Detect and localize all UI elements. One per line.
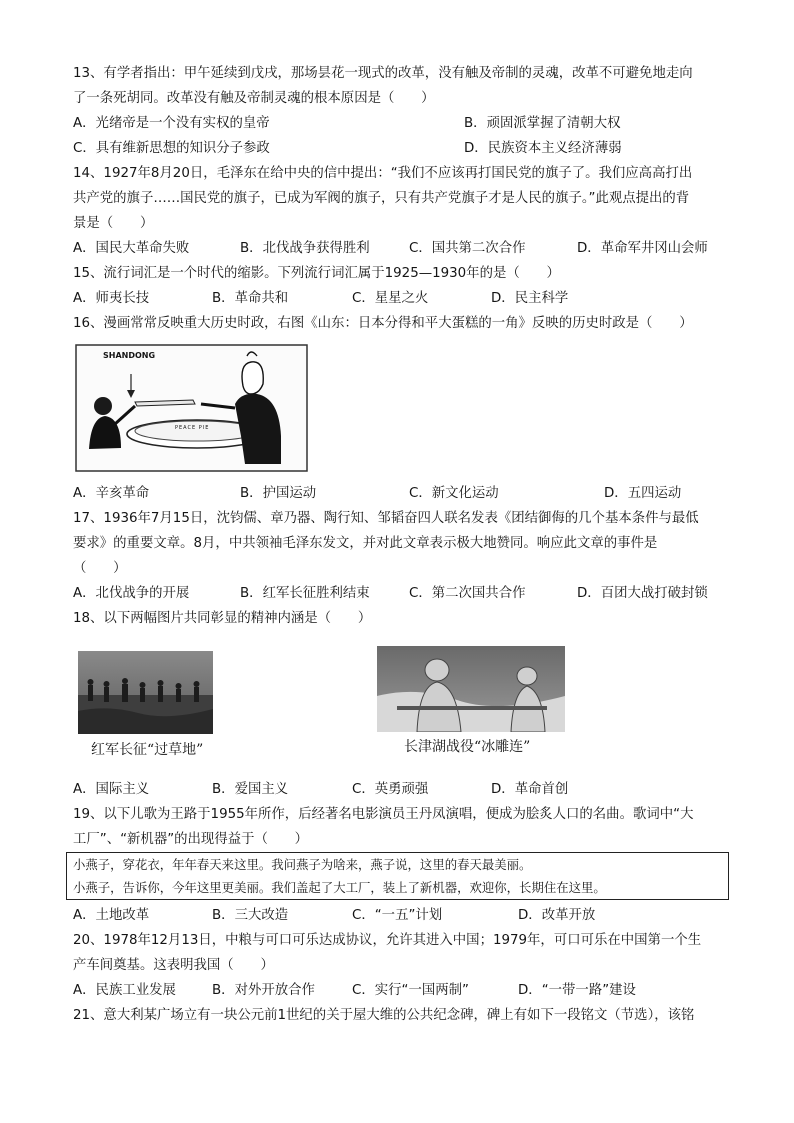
q20-option-c: C．实行“一国两制” bbox=[352, 983, 469, 998]
q14-stem-line-1: 14、1927年8月20日，毛泽东在给中央的信中提出：“我们不应该再打国民党的旗子了。我们应高高打出 bbox=[73, 166, 693, 181]
q19-option-d: D．改革开放 bbox=[518, 908, 596, 923]
q17-option-b: B．红军长征胜利结束 bbox=[240, 586, 370, 601]
q14-stem-line-3: 景是（ ） bbox=[73, 216, 154, 231]
q19-stem-line-2: 工厂”、“新机器”的出现得益于（ ） bbox=[73, 832, 309, 847]
q15-option-c: C．星星之火 bbox=[352, 291, 429, 306]
q13-option-d: D．民族资本主义经济薄弱 bbox=[464, 141, 622, 156]
q19-stem-line-1: 19、以下儿歌为王路于1955年所作，后经著名电影演员王丹凤演唱，便成为脍炙人口的名曲。歌词中“大 bbox=[73, 807, 694, 822]
caption-grassland-march: 红军长征“过草地” bbox=[91, 742, 204, 758]
q17-stem-line-3: （ ） bbox=[73, 561, 127, 576]
q20-option-d: D．“一带一路”建设 bbox=[518, 983, 636, 998]
q17-option-a: A．北伐战争的开展 bbox=[73, 586, 190, 601]
q14-stem-line-2: 共产党的旗子……国民党的旗子，已成为军阀的旗子，只有共产党旗子才是人民的旗子。”此观点提出的背 bbox=[73, 191, 690, 206]
q16-option-b: B．护国运动 bbox=[240, 486, 317, 501]
q16-option-d: D．五四运动 bbox=[604, 486, 682, 501]
ice-sculpture-company-photo bbox=[377, 646, 565, 732]
q19-option-a: A．土地改革 bbox=[73, 908, 150, 923]
shandong-cartoon-drawing bbox=[75, 344, 308, 472]
q15-stem-line-1: 15、流行词汇是一个时代的缩影。下列流行词汇属于1925—1930年的是（ ） bbox=[73, 266, 560, 281]
q13-option-c: C．具有维新思想的知识分子参政 bbox=[73, 141, 270, 156]
q16-stem-line-1: 16、漫画常常反映重大历史时政，右图《山东：日本分得和平大蛋糕的一角》反映的历史时政是（ ） bbox=[73, 316, 693, 331]
song-lyrics-line-1: 小燕子，穿花衣，年年春天来这里。我问燕子为啥来，燕子说，这里的春天最美丽。 bbox=[73, 857, 532, 872]
q13-stem-line-1: 13、有学者指出：甲午延续到戊戌，那场昙花一现式的改革，没有触及帝制的灵魂，改革不可避免地走向 bbox=[73, 66, 693, 81]
ice-sculpture-company-drawing bbox=[377, 646, 565, 732]
q13-stem-line-2: 了一条死胡同。改革没有触及帝制灵魂的根本原因是（ ） bbox=[73, 91, 435, 106]
q18-option-c: C．英勇顽强 bbox=[352, 782, 429, 797]
q17-stem-line-2: 要求》的重要文章。8月，中共领袖毛泽东发文，并对此文章表示极大地赞同。响应此文章的事件是 bbox=[73, 536, 658, 551]
q15-option-d: D．民主科学 bbox=[491, 291, 569, 306]
q20-stem-line-2: 产车间奠基。这表明我国（ ） bbox=[73, 958, 274, 973]
grassland-march-photo bbox=[78, 651, 213, 734]
song-lyrics-box bbox=[66, 852, 729, 900]
q20-option-a: A．民族工业发展 bbox=[73, 983, 176, 998]
q18-option-d: D．革命首创 bbox=[491, 782, 569, 797]
q14-option-d: D．革命军井冈山会师 bbox=[577, 241, 708, 256]
q15-option-b: B．革命共和 bbox=[212, 291, 289, 306]
q14-option-c: C．国共第二次合作 bbox=[409, 241, 526, 256]
q17-stem-line-1: 17、1936年7月15日，沈钧儒、章乃器、陶行知、邹韬奋四人联名发表《团结御侮的几个基本条件与最低 bbox=[73, 511, 699, 526]
caption-ice-sculpture-company: 长津湖战役“冰雕连” bbox=[404, 739, 531, 755]
q20-stem-line-1: 20、1978年12月13日，中粮与可口可乐达成协议，允许其进入中国；1979年，可口可乐在中国第一个生 bbox=[73, 933, 702, 948]
q13-option-b: B．顽固派掌握了清朝大权 bbox=[464, 116, 621, 131]
song-lyrics-line-2: 小燕子，告诉你，今年这里更美丽。我们盖起了大工厂，装上了新机器，欢迎你，长期住在这里。 bbox=[73, 880, 606, 895]
q18-stem-line-1: 18、以下两幅图片共同彰显的精神内涵是（ ） bbox=[73, 611, 372, 626]
peace-pie-label: PEACE PIE bbox=[175, 425, 210, 431]
q18-option-b: B．爱国主义 bbox=[212, 782, 289, 797]
q18-option-a: A．国际主义 bbox=[73, 782, 150, 797]
q16-option-a: A．辛亥革命 bbox=[73, 486, 150, 501]
q20-option-b: B．对外开放合作 bbox=[212, 983, 315, 998]
shandong-cartoon bbox=[75, 344, 308, 472]
q19-option-c: C．“一五”计划 bbox=[352, 908, 443, 923]
q15-option-a: A．师夷长技 bbox=[73, 291, 150, 306]
shandong-label: SHANDONG bbox=[103, 351, 156, 360]
q16-option-c: C．新文化运动 bbox=[409, 486, 499, 501]
q17-option-d: D．百团大战打破封锁 bbox=[577, 586, 708, 601]
q21-stem-line-1: 21、意大利某广场立有一块公元前1世纪的关于屋大维的公共纪念碑，碑上有如下一段铭文（节选），该铭 bbox=[73, 1008, 695, 1023]
q17-option-c: C．第二次国共合作 bbox=[409, 586, 526, 601]
q14-option-b: B．北伐战争获得胜利 bbox=[240, 241, 370, 256]
q19-option-b: B．三大改造 bbox=[212, 908, 289, 923]
grassland-march-drawing bbox=[78, 651, 213, 734]
q14-option-a: A．国民大革命失败 bbox=[73, 241, 190, 256]
q13-option-a: A．光绪帝是一个没有实权的皇帝 bbox=[73, 116, 270, 131]
